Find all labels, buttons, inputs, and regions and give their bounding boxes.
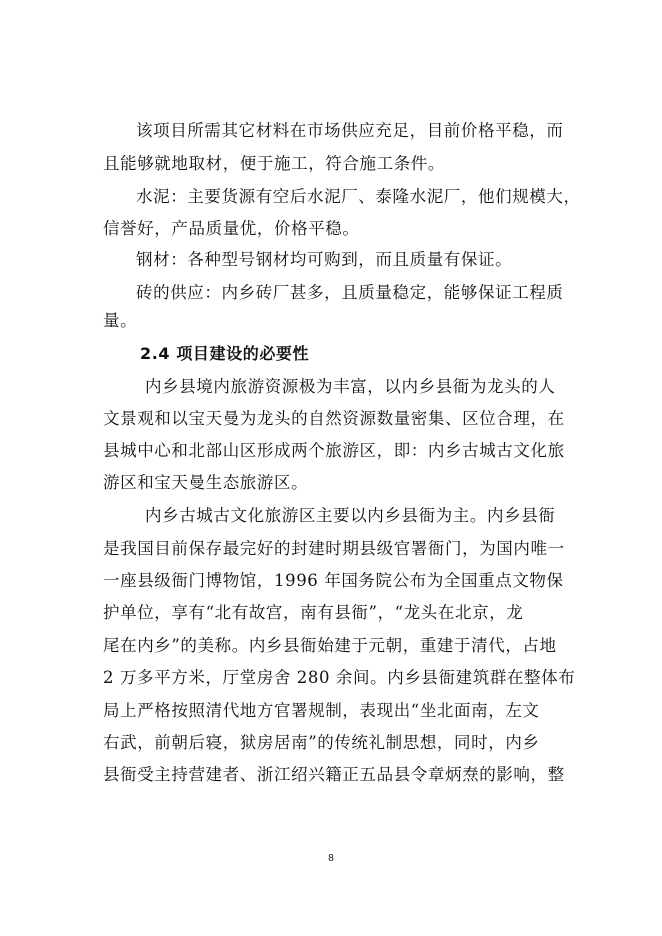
paragraph-county-office-line-4: 护单位，享有“北有故宫，南有县衙”，“龙头在北京，龙 — [103, 603, 524, 622]
paragraph-county-office-line-7: 局上严格按照清代地方官署规制，表现出“坐北面南，左文 — [103, 701, 540, 720]
paragraph-cement-line-1: 水泥：主要货源有空后水泥厂、泰隆水泥厂，他们规模大， — [136, 187, 581, 206]
section-heading: 2.4 项目建设的必要性 — [140, 344, 310, 363]
paragraph-county-office-line-9: 县衙受主持营建者、浙江绍兴籍正五品县令章炳焘的影响，整 — [103, 765, 565, 784]
paragraph-bricks-line-1: 砖的供应：内乡砖厂甚多，且质量稳定，能够保证工程质 — [136, 283, 564, 302]
page-number: 8 — [328, 853, 334, 864]
paragraph-county-office-line-1: 内乡古城古文化旅游区主要以内乡县衙为主。内乡县衙 — [145, 506, 556, 525]
paragraph-bricks-line-2: 量。 — [103, 311, 138, 330]
paragraph-county-office-line-2: 是我国目前保存最完好的封建时期县级官署衙门，为国内唯一 — [103, 539, 565, 558]
paragraph-tourism-line-3: 县城中心和北部山区形成两个旅游区，即：内乡古城古文化旅 — [103, 441, 565, 460]
paragraph-tourism-line-4: 游区和宝天曼生态旅游区。 — [103, 473, 309, 492]
paragraph-county-office-line-5: 尾在内乡”的美称。内乡县衙始建于元朝，重建于清代，占地 — [103, 636, 557, 655]
paragraph-other-materials-line-1: 该项目所需其它材料在市场供应充足，目前价格平稳，而 — [136, 121, 564, 140]
paragraph-county-office-line-3: 一座县级衙门博物馆，1996 年国务院公布为全国重点文物保 — [103, 571, 564, 590]
paragraph-tourism-line-2: 文景观和以宝天曼为龙头的自然资源数量密集、区位合理，在 — [103, 409, 565, 428]
paragraph-tourism-line-1: 内乡县境内旅游资源极为丰富，以内乡县衙为龙头的人 — [145, 377, 556, 396]
paragraph-other-materials-line-2: 且能够就地取材，便于施工，符合施工条件。 — [103, 154, 445, 173]
paragraph-steel-line-1: 钢材：各种型号钢材均可购到，而且质量有保证。 — [136, 250, 513, 269]
paragraph-cement-line-2: 信誉好，产品质量优，价格平稳。 — [103, 219, 360, 238]
paragraph-county-office-line-6: 2 万多平方米，厅堂房舍 280 余间。内乡县衙建筑群在整体布 — [103, 668, 576, 687]
paragraph-county-office-line-8: 右武，前朝后寝，狱房居南”的传统礼制思想，同时，内乡 — [103, 733, 540, 752]
